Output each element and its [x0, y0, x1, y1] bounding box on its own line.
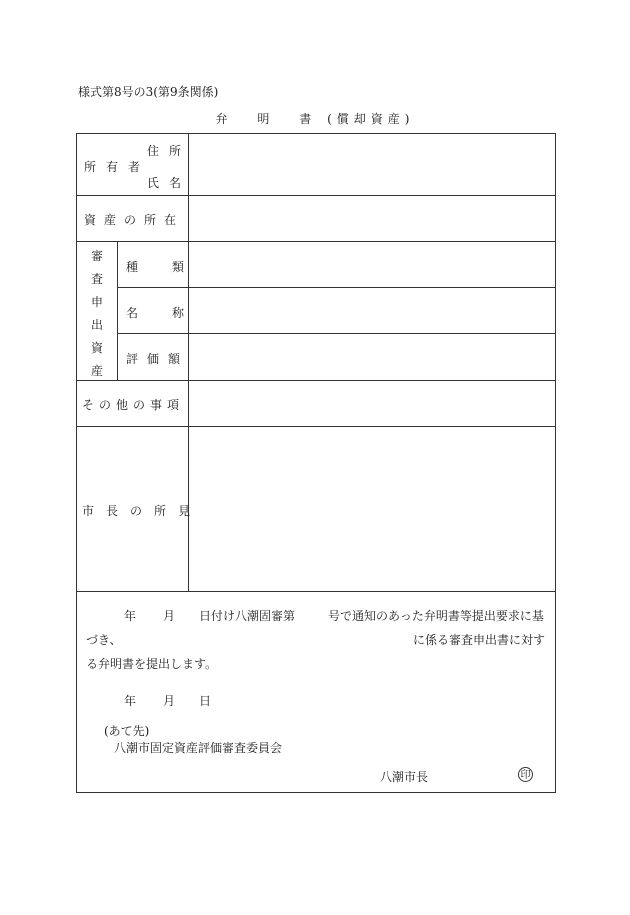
- statement-line2-end: に係る審査申出書に対す: [413, 633, 546, 647]
- statement-notice-ref: 日付け八潮固審第: [199, 609, 296, 623]
- asset-location-label: 資産の所在: [84, 213, 185, 227]
- signer: 八潮市長: [380, 770, 429, 784]
- statement-month: 月: [163, 609, 176, 623]
- date-month: 月: [163, 694, 176, 708]
- title-char: 書: [299, 112, 312, 126]
- title-char: 弁: [215, 112, 228, 126]
- statement-line1-tail: 号で通知のあった弁明書等提出要求に基: [328, 609, 544, 623]
- title-char: 明: [257, 112, 270, 126]
- form-number: 様式第8号の3(第9条関係): [78, 85, 219, 99]
- statement-line3: る弁明書を提出します。: [86, 657, 218, 671]
- owner-label: 所有者: [84, 160, 151, 174]
- name-field[interactable]: [194, 295, 552, 325]
- mayor-opinion-label: 市長の所見: [82, 504, 203, 518]
- addressee-label: (あて先): [104, 724, 150, 738]
- name-label: 名称: [126, 306, 219, 320]
- kind-field[interactable]: [194, 249, 552, 279]
- owner-address-field[interactable]: [194, 141, 552, 161]
- other-matters-field[interactable]: [194, 388, 552, 418]
- document-title: [0, 110, 630, 127]
- declared-assets-label: 審 査 申 出 資 産: [90, 249, 103, 378]
- valuation-field[interactable]: [194, 341, 552, 371]
- date-year: 年: [124, 694, 137, 708]
- owner-address-label: 住所: [147, 144, 192, 158]
- owner-name-field[interactable]: [194, 171, 552, 191]
- valuation-label: 評価額: [126, 352, 190, 366]
- kind-label: 種類: [126, 260, 219, 274]
- mayor-opinion-field[interactable]: [194, 434, 552, 584]
- seal-icon: 印: [518, 767, 533, 782]
- owner-name-label: 氏名: [147, 176, 192, 190]
- statement-line2-start: づき、: [86, 633, 122, 647]
- asset-location-field[interactable]: [194, 203, 552, 233]
- title-subtitle: (償却資産): [327, 112, 415, 126]
- addressee: 八潮市固定資産評価審査委員会: [114, 741, 283, 755]
- date-day: 日: [199, 694, 212, 708]
- statement-year: 年: [124, 609, 137, 623]
- other-matters-label: その他の事項: [82, 398, 185, 412]
